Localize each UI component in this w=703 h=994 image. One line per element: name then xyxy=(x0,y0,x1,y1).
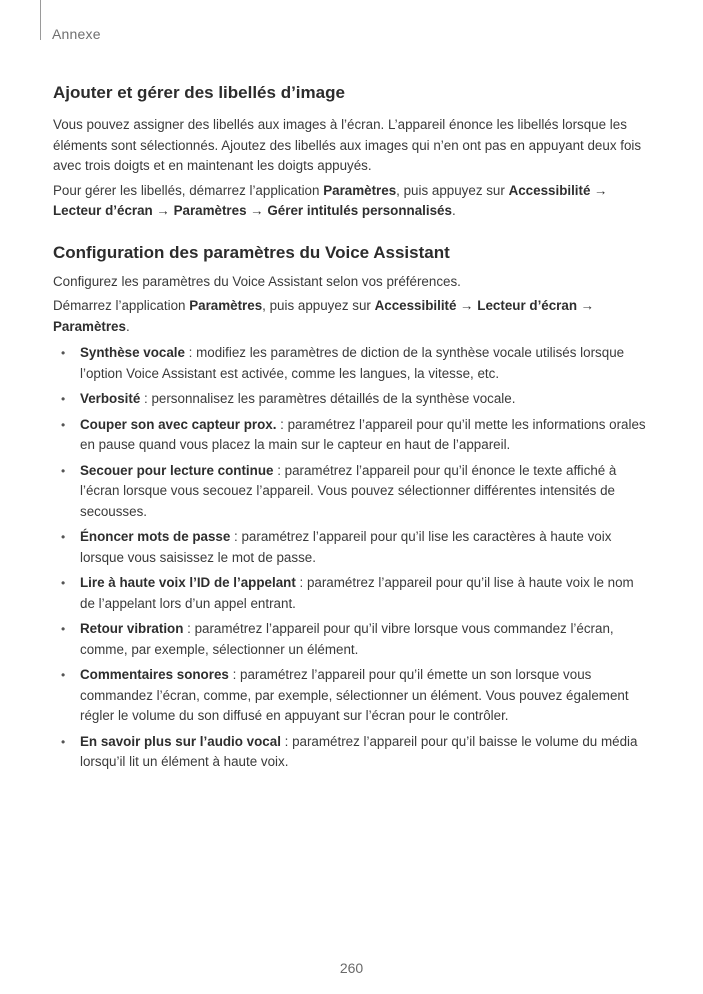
bullet-icon: • xyxy=(61,463,66,478)
list-item xyxy=(53,527,651,568)
arrow-icon: → xyxy=(456,298,478,313)
option-term: Synthèse vocale xyxy=(80,345,185,360)
option-description: : personnalisez les paramètres détaillés de la synthèse vocale. xyxy=(140,391,516,406)
option-term: Verbosité xyxy=(80,391,141,406)
option-description: : modifiez les paramètres de diction de la synthèse vocale utilisés lorsque l’option Voice Assistant est activée, comme les langues, la vitesse, etc. xyxy=(80,345,625,381)
menu-path-settings: Paramètres xyxy=(189,298,263,313)
corner-rule xyxy=(40,0,41,40)
page-number: 260 xyxy=(339,960,364,976)
menu-path-settings-2: Paramètres xyxy=(173,203,247,218)
option-description: : paramétrez l’appareil pour qu’il mette les informations orales en pause quand vous placez la main sur le capteur en haut de l’appareil. xyxy=(80,416,646,452)
arrow-icon: → xyxy=(590,182,608,198)
list-item xyxy=(53,461,651,523)
option-term: Secouer pour lecture continue xyxy=(80,462,274,478)
bullet-icon: • xyxy=(61,576,66,590)
option-term: En savoir plus sur l’audio vocal xyxy=(80,733,281,749)
arrow-icon: → xyxy=(246,203,268,218)
list-item xyxy=(53,732,651,773)
option-term: Commentaires sonores xyxy=(80,667,229,682)
page-content xyxy=(53,82,651,778)
menu-path-accessibility: Accessibilité xyxy=(508,182,591,198)
bullet-icon: • xyxy=(61,346,66,360)
list-item xyxy=(53,389,651,410)
list-item xyxy=(53,665,651,727)
option-description: : paramétrez l’appareil pour qu’il lise les caractères à haute voix lorsque vous saisissez le mot de passe. xyxy=(80,529,612,565)
option-term: Énoncer mots de passe xyxy=(80,529,231,544)
menu-path-accessibility: Accessibilité xyxy=(374,298,457,313)
menu-path-settings: Paramètres xyxy=(323,182,397,198)
intro-paragraph: Configurez les paramètres du Voice Assistant selon vos préférences. xyxy=(53,273,461,289)
bullet-icon: • xyxy=(61,668,66,682)
option-description: : paramétrez l’appareil pour qu’il énonce le texte affiché à l’écran lorsque vous secouez l’appareil. Vous pouvez sélectionner différentes intensités de secousses. xyxy=(80,462,617,519)
option-description: : paramétrez l’appareil pour qu’il baisse le volume du média lorsqu’il lit un élément à haute voix. xyxy=(80,733,638,769)
intro-paragraph: Vous pouvez assigner des libellés aux images à l’écran. L’appareil énonce les libellés lorsque les éléments sont sélectionnés. Ajoutez des libellés aux images qui n’en ont pas en appuyant deux fois avec trois doigts et en maintenant les doigts appuyés. xyxy=(53,117,642,173)
bullet-icon: • xyxy=(61,392,66,406)
bullet-icon: • xyxy=(61,734,66,749)
menu-path-settings-2: Paramètres xyxy=(53,318,126,334)
option-term: Lire à haute voix l’ID de l’appelant xyxy=(80,575,296,590)
bullet-icon: • xyxy=(61,622,66,636)
menu-path-screen-reader: Lecteur d’écran xyxy=(53,203,153,218)
option-term: Retour vibration xyxy=(80,621,184,636)
options-list xyxy=(53,343,651,773)
menu-path-custom-labels: Gérer intitulés personnalisés xyxy=(267,203,452,218)
option-description: : paramétrez l’appareil pour qu’il vibre lorsque vous commandez l’écran, comme, par exemple, sélectionner un élément. xyxy=(80,621,614,657)
arrow-icon: → xyxy=(152,203,174,218)
option-description: : paramétrez l’appareil pour qu’il émette un son lorsque vous commandez l’écran, comme, par exemple, sélectionner un élément. Vous pouvez également régler le volume du son diffusé en appuyant sur l’écran pour le contrôler. xyxy=(80,667,629,723)
list-item xyxy=(53,619,651,660)
instructions-paragraph: Démarrez l’application Paramètres, puis appuyez sur Accessibilité → Lecteur d’écran → Paramètres. xyxy=(53,298,595,334)
bullet-icon: • xyxy=(61,417,66,432)
menu-path-screen-reader: Lecteur d’écran xyxy=(477,298,578,313)
section-title-image-labels: Ajouter et gérer des libellés d’image xyxy=(53,83,345,102)
instructions-paragraph: Pour gérer les libellés, démarrez l’application Paramètres, puis appuyez sur Accessibilité → Lecteur d’écran → Paramètres → Gérer intitulés personnalisés. xyxy=(53,182,608,218)
list-item xyxy=(53,573,651,614)
option-term: Couper son avec capteur prox. xyxy=(80,416,277,432)
running-header: Annexe xyxy=(52,26,101,42)
arrow-icon: → xyxy=(577,298,595,313)
list-item xyxy=(53,343,651,384)
option-description: : paramétrez l’appareil pour qu’il lise à haute voix le nom de l’appelant lors d’un appel entrant. xyxy=(80,575,634,611)
bullet-icon: • xyxy=(61,530,66,544)
list-item xyxy=(53,415,651,456)
section-title-voice-assistant: Configuration des paramètres du Voice Assistant xyxy=(53,242,450,262)
